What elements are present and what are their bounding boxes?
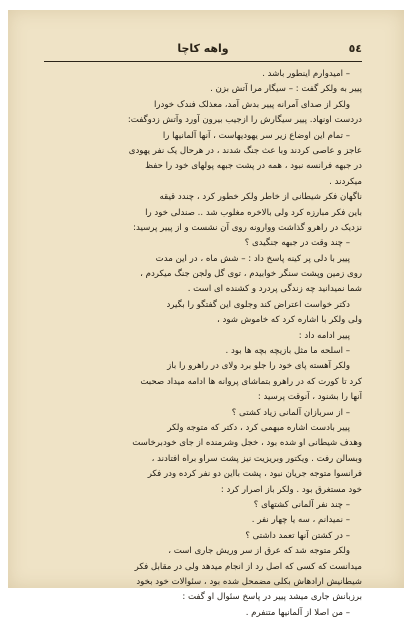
text-line: دکتر خواست اعتراض کند وجلوی این گفتگو را بگیرد xyxy=(166,299,350,310)
text-line: دردست اونهاد. پییر سیگارش را ازجیب بیرون آورد وآتش زدوگفت: xyxy=(127,115,362,126)
running-title: واهه کاچا xyxy=(177,42,229,55)
text-line: – در کشتن آنها تعمد داشتی ؟ xyxy=(245,530,350,541)
text-line: میکردند . xyxy=(329,176,362,187)
text-line: – چند وقت در جبهه جنگیدی ؟ xyxy=(244,238,350,249)
text-line: عاجز و عاصی کردند وبا عث جنگ شدند ، در هرحال یک نفر یهودی xyxy=(128,145,362,156)
text-line: – چند نفر آلمانی کشتهای ؟ xyxy=(253,499,350,510)
text-line: پییر بادست اشاره مبهمی کرد ، دکتر که متوجه ولکر xyxy=(167,422,350,433)
text-line: کرد تا کورت که در راهرو بتماشای پروانه ها ادامه میداد صحبت xyxy=(140,376,362,387)
text-line: ولکر آهسته پای خود را جلو برد ولای در راهرو را باز xyxy=(167,361,350,372)
text-line: پییر ادامه داد : xyxy=(298,330,350,341)
text-line: – امیدوارم اینطور باشد . xyxy=(262,69,350,79)
text-line: ولی ولکر با اشاره کرد که خاموش شود ، xyxy=(217,315,362,326)
text-line: ولکر از صدای آمرانه پییر بدش آمد، معذلک فندک خودرا xyxy=(154,99,350,110)
text-line: میدانست که کسی که اصل رد از انجام میدهد ولی در مقابل فکر xyxy=(134,561,362,572)
text-line: وهدف شیطانی او شده بود ، خجل وشرمنده از جای خودبرخاست xyxy=(132,438,362,449)
text-line: برزبانش جاری میشد پییر در پاسخ سئوال او گفت : xyxy=(182,592,362,603)
text-line: – تمام این اوضاع زیر سر یهودیهاست ، آنها آلمانیها را xyxy=(162,130,350,141)
text-line: فرانسوا متوجه جریان نبود ، پشت بااین دو نفر کرده ودر فکر xyxy=(147,469,362,480)
text-line: ولکر متوجه شد که عرق از سر وریش جاری است ، xyxy=(168,546,350,557)
text-line: نزدیک در راهرو گذاشت ووارونه روی آن نشست و از پییر پرسید: xyxy=(133,222,362,233)
text-line: – اسلحه ما مثل بازیچه بچه ها بود . xyxy=(225,346,350,357)
text-line: ناگهان فکر شیطانی از خاطر ولکر خطور کرد ، چندد قیقه xyxy=(159,192,362,203)
body-text xyxy=(44,67,362,621)
text-line: پییر به ولکر گفت : – سیگار مرا آتش بزن . xyxy=(210,84,362,95)
text-line: خود مستغرق بود . ولکر باز اصرار کرد : xyxy=(220,484,362,495)
text-line: شیطانیش ارادهاش بکلی مضمحل شده بود ، سئوالات خود بخود xyxy=(136,576,362,587)
text-line: روی زمین وپشت سنگر خوابیدم ، توی گل ولجن جنگ میکردم ، xyxy=(140,269,362,280)
header-rule xyxy=(44,61,362,62)
text-line: پییر با دلی پر کینه پاسخ داد : – شش ماه ، در این مدت xyxy=(155,253,350,264)
text-line: وبسالن رفت . ویکتور وبریزیت نیز پشت سراو براه افتادند ، xyxy=(151,453,362,464)
text-line: شما نمیدانید چه زندگی پردرد و کشنده ای است . xyxy=(187,284,362,295)
text-line: در جبهه فرانسه نبود ، همه در پشت جبهه پولهای خود را حفظ xyxy=(145,161,362,172)
text-line: – نمیدانم ، سه یا چهار نفر . xyxy=(251,515,350,526)
page-number: ٥٤ xyxy=(348,42,362,55)
text-line: – از سربازان آلمانی زیاد کشتی ؟ xyxy=(231,407,350,418)
text-line: آنها را بشنود ، آنوقت پرسید : xyxy=(257,392,362,403)
page-header xyxy=(44,40,362,58)
text-line: باین فکر مبارزه کرد ولی بالاخره مغلوب شد .. صندلی خود را xyxy=(145,207,362,218)
text-line: – من اصلا از آلمانیها متنفرم . xyxy=(245,607,350,618)
